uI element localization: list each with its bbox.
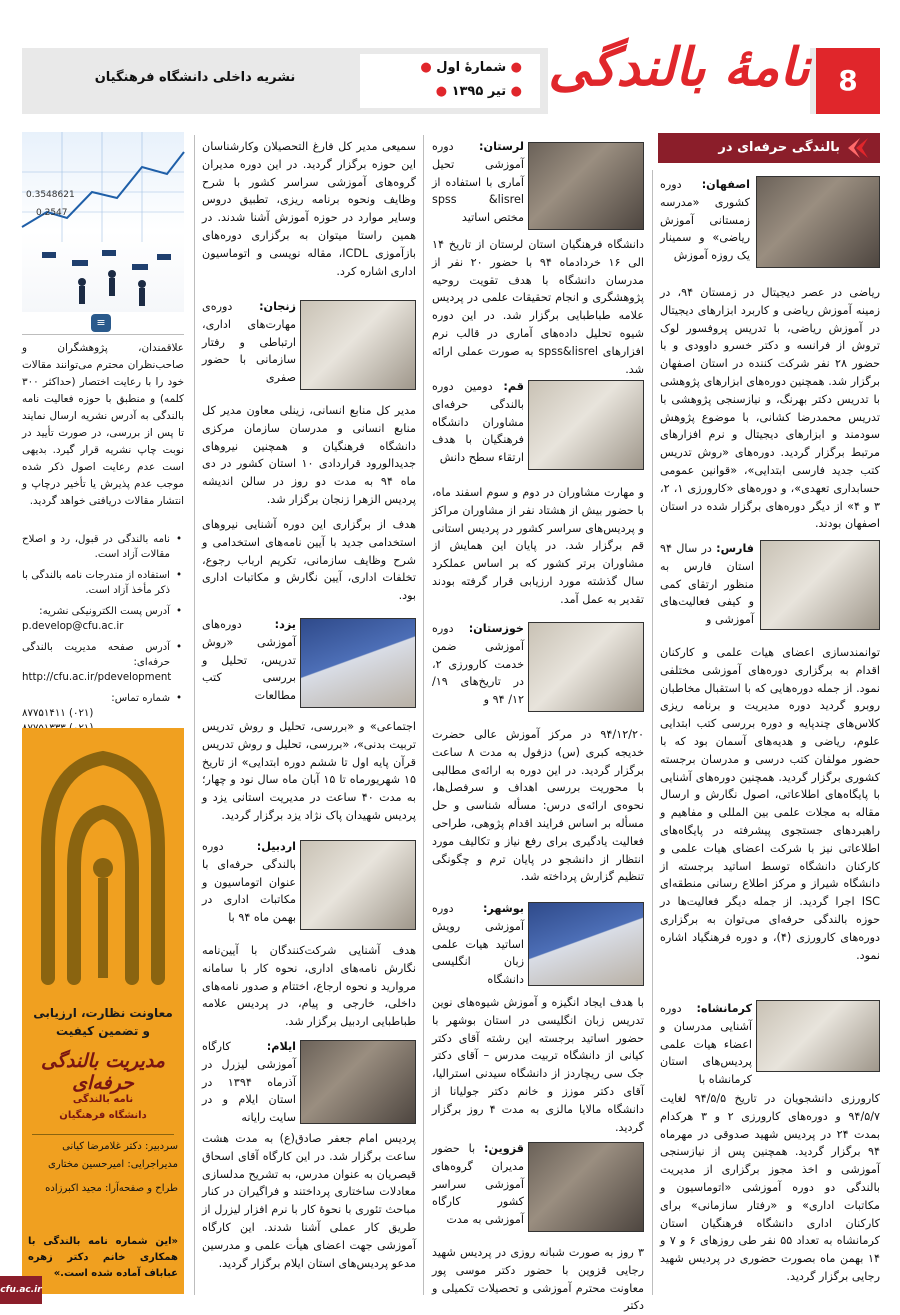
ilam-photo xyxy=(300,1040,416,1124)
logo-text: نامهٔ بالندگی xyxy=(548,37,810,98)
fars-photo xyxy=(760,540,880,630)
bushehr-body: با هدف ایجاد انگیزه و آموزش شیوه‌های نوین تدریس زبان انگلیسی در استان بوشهر با حضور اساتید برجسته این رشته آقای دکتر کیانی از دانشگاه تربیت مدرس – آقای دکتر جک سی ریچاردز از دانشگاه سیدنی استرالیا، آقای دکتر موزز و خانم دکتر جولیانا از دانشگاه مالایا مالزی به مدت ۴ روز برگزار گردید. xyxy=(432,996,644,1134)
column-divider xyxy=(652,170,653,1295)
bushehr-intro xyxy=(432,900,524,994)
footer-logo xyxy=(0,1276,42,1304)
note-item: • شماره تماس: ۸۷۷۵۱۴۱۱ (۰۲۱) xyxy=(22,691,184,736)
qazvin-intro-text: با حضور مدیران گروه‌های آموزشی سراسر کشور کارگاه آموزشی به مدت xyxy=(432,1142,524,1227)
note-item: • نامه بالندگی در قبول، رد و اصلاح مقالات آزاد است. xyxy=(22,532,184,562)
graph-value-2: 0.2547 xyxy=(36,208,68,218)
kermanshah-intro-text: دوره آشنایی مدرسان و اعضاء هیات علمی پردیس‌های استان کرمانشاه با xyxy=(660,1002,752,1087)
sidebar-notes xyxy=(22,532,184,722)
business-graph-illustration xyxy=(22,132,184,312)
yazd-heading: یزد: xyxy=(274,618,296,631)
continued-body: سمیعی مدیر کل فارغ التحصیلان وکارشناسان این حوزه برگزار گردید. در این دوره مدیران گروه‌های آموزشی سراسر کشور با شرح وظایف ونحوه برنامه ریزی، تطبیق دروس وسایر موارد در حوزه آموزش آشنا شدند. در همین راستا میتوان به برگزاری دوره‌های بازآموزی ICDL، مقاله نویسی و اتوماسیون اداری اشاره کرد. xyxy=(202,140,416,278)
exec-manager-credit: مدیراجرایی: امیرحسین مختاری xyxy=(48,1159,178,1170)
zanjan-intro-text: دوره‌ی مهارت‌های اداری، ارتباطی و رفتار سازمانی با حضور صفری xyxy=(202,300,296,385)
khuzestan-intro xyxy=(432,620,524,724)
isfahan-intro-text: دوره کشوری «مدرسه زمستانی آموزش ریاضی» و سمینار یک روزه آموزش xyxy=(660,178,750,263)
kermanshah-heading: کرمانشاه: xyxy=(696,1002,752,1015)
chat-icon: ≡ xyxy=(91,314,111,332)
yazd-intro-text: دوره‌های آموزشی «روش تدریس، تحلیل و بررسی کتب مطالعات xyxy=(202,618,296,703)
qom-intro xyxy=(432,378,524,482)
yazd-intro xyxy=(202,616,296,716)
fars-heading: فارس: xyxy=(716,542,754,555)
ilam-heading: ایلام: xyxy=(266,1040,296,1053)
email-link[interactable]: p.develop@cfu.ac.ir xyxy=(22,621,124,632)
zanjan-heading: زنجان: xyxy=(259,300,296,313)
kermanshah-body: کارورزی دانشجویان در تاریخ ۹۴/۵/۵ لغایت ۹۴/۵/۷ و دوره‌های کارورزی ۲ و ۳ هرکدام بمدت ۲۴ در پردیس شهید صدوقی در مهرماه ۹۴ برگزار گردید. همچنین پس از نیازسنجی آموزشی و اخذ مجوز برگزاری از مدیریت بالندگی دو دوره آموزشی «اتوماسیون و مکاتبات اداری» و «رفتار سازمانی» برای کارکنان اداری دانشگاه فرهنگیان استان کرمانشاه به تعداد ۵۵ نفر طی روزهای ۶ و ۷ و ۱۴ بهمن ماه بصورت حضوری در پردیس شهید رجایی برگزار گردید. xyxy=(660,1092,881,1283)
zanjan-intro xyxy=(202,298,296,402)
university-label: دانشگاه فرهنگیان xyxy=(59,1110,147,1121)
management-banner xyxy=(22,728,184,1294)
lorestan-heading: لرستان: xyxy=(479,140,524,153)
university-emblem xyxy=(22,728,184,998)
qazvin-heading: قزوین: xyxy=(484,1142,524,1155)
khuzestan-body: ۹۴/۱۲/۲۰ در مرکز آموزش عالی حضرت خدیجه کبری (س) دزفول به مدت ۸ ساعت برگزار گردید. در این دوره به ارائه‌ی مطالبی با محوریت بررسی اهداف و سرفصل‌ها، نحوه‌ی ارائه‌ی درس: مسأله شناسی و حل مسأله بر اساس فرایند اقدام پژوهی، طراحی فعالیت یادگیری برای رفع نیاز و تکالیف مورد انتظار از دانشجو در پایان ترم و چگونگی تنظیم گزارش پرداخته شد. xyxy=(432,728,645,884)
khuzestan-heading: خوزستان: xyxy=(468,622,524,635)
khuzestan-photo xyxy=(528,622,644,712)
phone-1: ۸۷۷۵۱۴۱۱ (۰۲۱) xyxy=(22,708,94,719)
qom-intro-text: دومین دوره بالندگی حرفه‌ای مشاوران دانشگاه فرهنگیان با هدف ارتقاء سطح دانش xyxy=(432,380,524,465)
sidebar-intro: علاقمندان، پژوهشگران و صاحب‌نظران محترم می‌توانند مقالات خود را با رعایت اختصار (حداکثر ۳۰۰ کلمه) و منطبق با حوزه فعالیت نامه بالندگی به آدرس نشریه ارسال نمایند تا پس از بررسی، در صورت تأیید در نوبت چاپ نشریه قرار گیرد. بدیهی است عدم رعایت اصول ذکر شده موجب عدم پذیرش یا تأخیر درچاپ و انتشار مقالات دریافتی خواهد گردید. xyxy=(22,342,184,507)
nameh-label: نامه بالندگی xyxy=(72,1094,134,1105)
lorestan-intro xyxy=(432,138,524,242)
issue-line-1: ● شمارهٔ اول ● xyxy=(420,60,522,75)
credits xyxy=(28,1138,178,1228)
note-item: • آدرس پست الکترونیکی نشریه: p.develop@cfu.ac.ir xyxy=(22,604,184,634)
zanjan-photo xyxy=(300,300,416,390)
newsletter-subtitle: نشریه داخلی دانشگاه فرهنگیان xyxy=(94,70,296,85)
note-item: • استفاده از مندرجات نامه بالندگی با ذکر مأخذ آزاد است. xyxy=(22,568,184,598)
isfahan-heading: اصفهان: xyxy=(701,178,750,191)
section-header-arrow-icon xyxy=(846,138,868,158)
khuzestan-intro-text: دوره آموزشی ضمن خدمت کارورزی ۲، در تاریخ‌های ۱۹/ ۱۲/ ۹۴ و xyxy=(432,622,524,707)
ardabil-heading: اردبیل: xyxy=(256,840,296,853)
kermanshah-photo xyxy=(756,1000,880,1072)
ardabil-body: هدف آشنایی شرکت‌کنندگان با آیین‌نامه نگارش نامه‌های اداری، نحوه کار با سامانه مروارید و نحوه ارجاع، اختتام و صدور نامه‌های داخلی، خارجی و پیام، در پردیس علامه طباطبایی اردبیل برگزار شد. xyxy=(202,944,416,1029)
fars-intro xyxy=(660,540,754,644)
ardabil-intro xyxy=(202,838,296,942)
business-graph-image xyxy=(22,132,184,312)
fars-intro-text: در سال ۹۴ استان فارس به منظور ارتقای کمی و کیفی فعالیت‌های آموزشی و xyxy=(660,542,754,627)
ardabil-photo xyxy=(300,840,416,930)
ilam-body: پردیس امام جعفر صادق(ع) به مدت هشت ساعت برگزار شد. در این کارگاه آقای اسحاق قیصریان به عنوان مدرس، به تشریح مدلسازی معادلات ساختاری پرداختند و فراگیران در کنار مباحث تئوری با نحوهٔ کار با نرم افزار لیزرل از طریق کار عملی آشنا شدند. این کارگاه آموزشی جهت اعضای هیأت علمی و مدرسین مدعو پردیس‌های استان ایلام برگزار گردید. xyxy=(202,1132,416,1270)
bushehr-photo xyxy=(528,902,644,986)
column-divider xyxy=(423,135,424,1295)
ilam-intro-text: کارگاه آموزشی لیزرل در آذرماه ۱۳۹۴ در استان ایلام و در سایت رایانه xyxy=(202,1040,296,1125)
zanjan-body: مدیر کل منابع انسانی، زینلی معاون مدیر کل منابع انسانی و مدرسان سازمان مرکزی دانشگاه فرهنگیان و همچنین نیروهای جدیدالورود قراردادی ۱۰ استان کشور در دی ماه ۹۴ به مدت دو روز در سالن اندیشه پردیس الزهرا زنجان برگزار شد. xyxy=(202,404,416,506)
ardabil-intro-text: دوره بالندگی حرفه‌ای با عنوان اتوماسیون و مکاتبات اداری در بهمن ماه ۹۴ با xyxy=(202,840,296,925)
credits-divider xyxy=(32,1134,174,1135)
qom-heading: قم: xyxy=(503,380,524,393)
qom-body: و مهارت مشاوران در دوم و سوم اسفند ماه، با حضور بیش از هشتاد نفر از مشاوران مراکز و پردیس‌های سراسر کشور در پردیس استانی قم برگزار شد. در پایان این همایش از مشاوران برتر کشور که بر اساس عملکرد سال گذشته مورد ارزیابی قرار گرفته بودند تقدیر به عمل آمد. xyxy=(432,486,644,606)
website-link[interactable]: http://cfu.ac.ir/pdevelopment xyxy=(22,672,172,683)
qom-photo xyxy=(528,380,644,470)
kermanshah-intro xyxy=(660,1000,752,1090)
ilam-intro xyxy=(202,1038,296,1130)
qazvin-photo xyxy=(528,1142,644,1232)
fars-body: توانمندسازی اعضای هیات علمی و کارکنان اقدام به برگزاری دوره‌های آموزشی مختلفی نمود. از جمله دوره‌هایی که با استقبال مخاطبان روبرو گردید دوره مدیریت و برنامه ریزی کلاس‌های چندپایه و دوره بررسی کتب ابتدایی علوم، ریاضی و هدیه‌های آسمان بود که با حضور مولفان کتب درسی و مدرسان برجسته کشوری برگزار گردید. همچنین دوره‌های آشنایی با پایگاه‌های اطلاعاتی، اصول نگارش و ارسال مقاله به مجلات علمی بین المللی و مفاهیم و راهبردهای جستجوی پیشرفته در پایگاه‌های اطلاعاتی نیز با شرکت اعضای هیات علمی و کارکنان دانشگاه توسط اساتید برجسته از دانشگاه شیراز و مرکز اطلاع رسانی منطقه‌ای ISC اجرا گردید. از جمله دیگر فعالیت‌ها در حوزه بالندگی حرفه‌ای می‌توان به برگزاری دوره‌های کارورزی (۴)، و دوره فرهنگیاد اشاره نمود. xyxy=(660,646,880,962)
lorestan-body: دانشگاه فرهنگیان استان لرستان از تاریخ ۱۴ الی ۱۶ خردادماه ۹۴ با حضور ۲۰ نفر از مدرسان دانشگاه با هدف تقویت روحیه پژوهشگری و انجام تحقیقات علمی در پردیس علامه طباطبایی برگزار شد. در این دوره شیوه تحلیل داده‌های آماری در قالب نرم افزارهای spss&lisrel به صورت عملی ارائه شد. xyxy=(432,238,645,376)
yazd-body: اجتماعی» و «بررسی، تحلیل و روش تدریس تربیت بدنی»، «بررسی، تحلیل و روش تدریس قرآن پایه اول تا ششم دوره ابتدایی» از تاریخ ۱۵ شهریورماه تا ۱۵ آبان ماه سال نود و چهار؛ به مدت ۴۰ ساعت در مدیریت استانی یزد و پردیس شهیدان پاک نژاد یزد برگزار گردید. xyxy=(202,720,417,822)
footer-url[interactable]: cfu.ac.ir xyxy=(0,1285,42,1295)
isfahan-photo xyxy=(756,176,880,268)
lorestan-photo xyxy=(528,142,644,230)
section-header-label: بالندگی حرفه‌ای در xyxy=(718,140,840,155)
isfahan-intro xyxy=(660,176,750,280)
sidebar-divider xyxy=(22,334,184,335)
graph-value-1: 0.3548621 xyxy=(26,190,75,200)
bushehr-heading: بوشهر: xyxy=(482,902,524,915)
bushehr-intro-text: دوره آموزشی رویش اساتید هیات علمی زبان انگلیسی دانشگاه xyxy=(432,902,524,987)
note-item: • آدرس صفحه مدیریت بالندگی حرفه‌ای: http://cfu.ac.ir/pdevelopment xyxy=(22,640,184,685)
qazvin-body: ۳ روز به صورت شبانه روزی در پردیس شهید رجایی قزوین با حضور دکتر موسی پور معاونت محترم آموزشی و تحصیلات تکمیلی و دکتر xyxy=(432,1246,644,1313)
column-divider xyxy=(194,135,195,1295)
thanks-note: «این شماره نامه بالندگی با همکاری خانم دکتر زهره عباباف آماده شده است.» xyxy=(28,1236,178,1279)
zanjan-body-2: هدف از برگزاری این دوره آشنایی نیروهای استخدامی جدید با آیین نامه‌های استخدامی و شرح وظایف سازمانی، تکریم ارباب رجوع، تخلفات اداری، آیین نگارش و مکاتبات اداری بود. xyxy=(202,518,416,603)
designer-credit: طراح و صفحه‌آرا: مجید اکبرزاده xyxy=(45,1183,178,1194)
deputy-title: معاونت نظارت، ارزیابی و تضمین کیفیت xyxy=(33,1006,173,1038)
page-number-box: 8 xyxy=(816,48,880,114)
management-title: مدیریت بالندگی حرفه‌ای xyxy=(41,1050,165,1094)
qazvin-intro xyxy=(432,1140,524,1244)
issue-line-2: ● تیر ۱۳۹۵ ● xyxy=(435,84,522,99)
lorestan-intro-text: دوره آموزشی تحیل آماری با استفاده از spss &lisrel مختص اساتید xyxy=(432,140,524,225)
yazd-photo xyxy=(300,618,416,708)
isfahan-body: ریاضی در عصر دیجیتال در زمستان ۹۴، در زمینه آموزش ریاضی و کاربرد ابزارهای دیجیتال در آموزش ریاضی، با تدریس پروفسور لوک تروش از فرانسه و دکتر خسرو داوودی و با حضور ۲۸ نفر شرکت کننده در استان اصفهان برگزار شد. همچنین دوره‌های ابزارهای پژوهشی با تدریس دکتر بهرنگ، و نیازسنجی پژوهشی با تدریس محمدرضا کشانی، با موضوع پژوهش سودمند و ابزارهای دیجیتال و نرم افزارهای مرتبط برگزار گردید. دوره‌های «روش تدریس کتب جدید فارسی ابتدایی»، «قوانین عمومی حسابداری تعهدی»، و دوره‌های «کارورزی ۱، ۲، ۳ و ۴» از دیگر دوره‌های برگزار شده در استان اصفهان بودند. xyxy=(660,286,881,531)
editor-credit: سردبیر: دکتر غلامرضا کیانی xyxy=(62,1141,178,1152)
